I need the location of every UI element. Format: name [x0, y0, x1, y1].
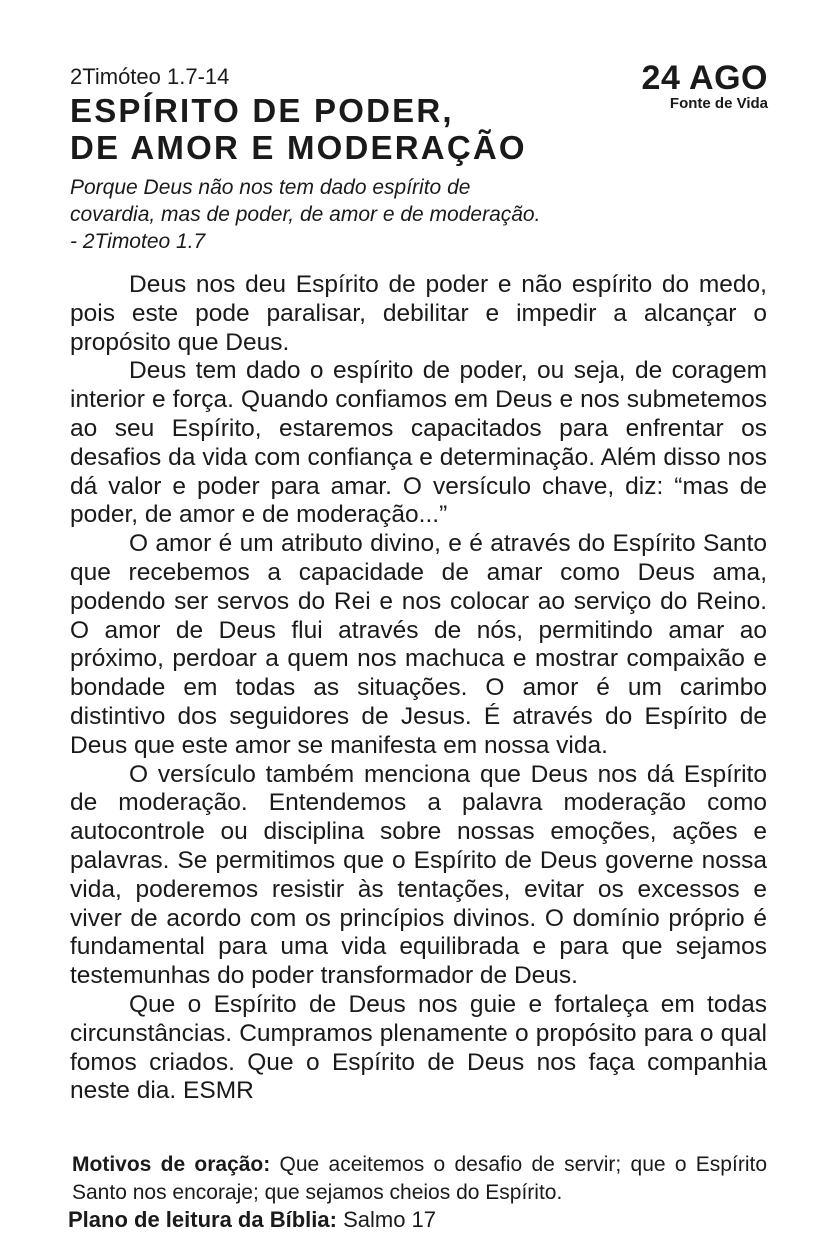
publication-source: Fonte de Vida: [669, 95, 768, 112]
plan-label: Plano de leitura da Bíblia:: [68, 1207, 337, 1232]
prayer-requests: [72, 1151, 767, 1207]
plan-text: Salmo 17: [336, 1207, 437, 1232]
devotional-body: [70, 271, 767, 1106]
key-verse: [70, 174, 710, 255]
body-paragraph: Deus tem dado o espírito de poder, ou seja, de coragem interior e força. Quando confiamos em Deus e nos submetemos ao seu Espírito, estaremos capacitados para enfrentar os desafios da vida com confiança e determinação. Além disso nos dá valor e poder para amar. O versículo chave, diz: “mas de poder, de amor e de moderação...”: [70, 357, 767, 529]
title-line-2: DE AMOR E MODERAÇÃO: [70, 129, 527, 166]
scripture-reference: 2Timóteo 1.7-14: [70, 64, 230, 89]
body-paragraph: O amor é um atributo divino, e é através do Espírito Santo que recebemos a capacidade de amar como Deus ama, podendo ser servos do Rei e nos colocar ao serviço do Reino. O amor de Deus flui através de nós, permitindo amar ao próximo, perdoar a quem nos machuca e mostrar compaixão e bondade em todas as situações. O amor é um carimbo distintivo dos seguidores de Jesus. É através do Espírito de Deus que este amor se manifesta em nossa vida.: [70, 530, 767, 759]
title-line-1: ESPÍRITO DE PODER,: [70, 92, 454, 129]
bible-reading-plan: [68, 1206, 436, 1234]
devotional-date: 24 AGO: [641, 59, 768, 97]
devotional-title: [70, 92, 527, 166]
body-paragraph: Que o Espírito de Deus nos guie e fortaleça em todas circunstâncias. Cumpramos plenamente o propósito para o qual fomos criados. Que o Espírito de Deus nos faça companhia neste dia. ESMR: [70, 990, 767, 1105]
body-paragraph: Deus nos deu Espírito de poder e não espírito do medo, pois este pode paralisar, debilitar e impedir a alcançar o propósito que Deus.: [70, 271, 767, 356]
prayer-text: Que aceitemos o desafio de servir; que o Espírito Santo nos encoraje; que sejamos cheios do Espírito.: [72, 1153, 767, 1204]
verse-citation: - 2Timoteo 1.7: [70, 230, 206, 253]
verse-line-2: covardia, mas de poder, de amor e de moderação.: [70, 203, 541, 226]
body-paragraph: O versículo também menciona que Deus nos dá Espírito de moderação. Entendemos a palavra moderação como autocontrole ou disciplina sobre nossas emoções, ações e palavras. Se permitimos que o Espírito de Deus governe nossa vida, poderemos resistir às tentações, evitar os excessos e viver de acordo com os princípios divinos. O domínio próprio é fundamental para uma vida equilibrada e para que sejamos testemunhas do poder transformador de Deus.: [70, 760, 767, 990]
prayer-label: Motivos de oração:: [72, 1153, 271, 1176]
verse-line-1: Porque Deus não nos tem dado espírito de: [70, 176, 471, 199]
